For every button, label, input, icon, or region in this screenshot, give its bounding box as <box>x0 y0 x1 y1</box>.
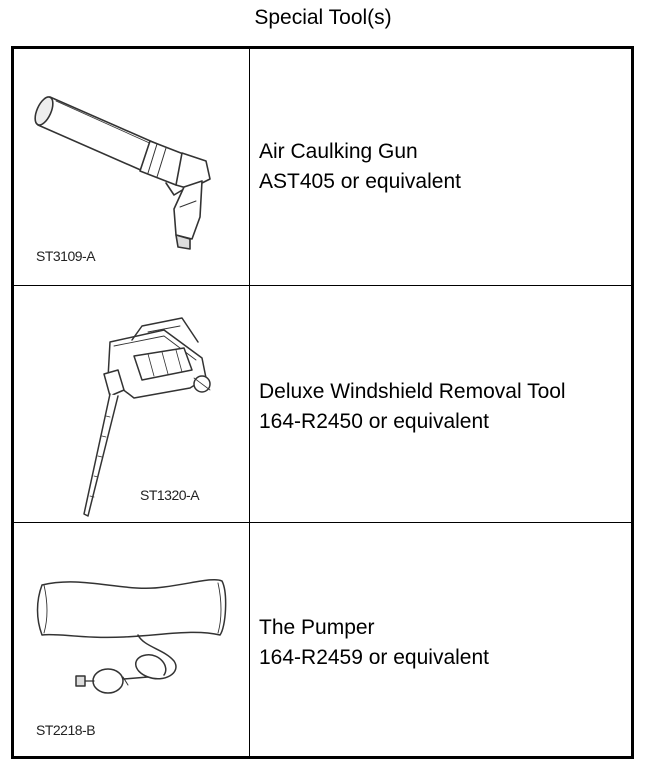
tool-image-code: ST2218-B <box>36 722 96 738</box>
special-tools-table <box>11 46 634 759</box>
tool-part-number: AST405 or equivalent <box>259 170 461 193</box>
tool-description <box>259 377 566 437</box>
windshield-removal-tool-icon <box>14 286 250 523</box>
tool-image-code: ST1320-A <box>140 487 200 503</box>
tool-image-cell <box>14 286 250 522</box>
tool-image-cell <box>14 49 250 285</box>
tool-name: Air Caulking Gun <box>259 140 418 163</box>
table-row <box>14 49 631 285</box>
tool-part-number: 164-R2450 or equivalent <box>259 410 489 433</box>
tool-image-cell <box>14 523 250 756</box>
tool-name: Deluxe Windshield Removal Tool <box>259 380 566 403</box>
table-row <box>14 285 631 522</box>
tool-name: The Pumper <box>259 616 375 639</box>
tool-part-number: 164-R2459 or equivalent <box>259 646 489 669</box>
table-row <box>14 522 631 756</box>
tool-image-code: ST3109-A <box>36 248 96 264</box>
tool-description <box>259 613 489 673</box>
page-title: Special Tool(s) <box>254 6 392 29</box>
tool-description <box>259 137 461 197</box>
